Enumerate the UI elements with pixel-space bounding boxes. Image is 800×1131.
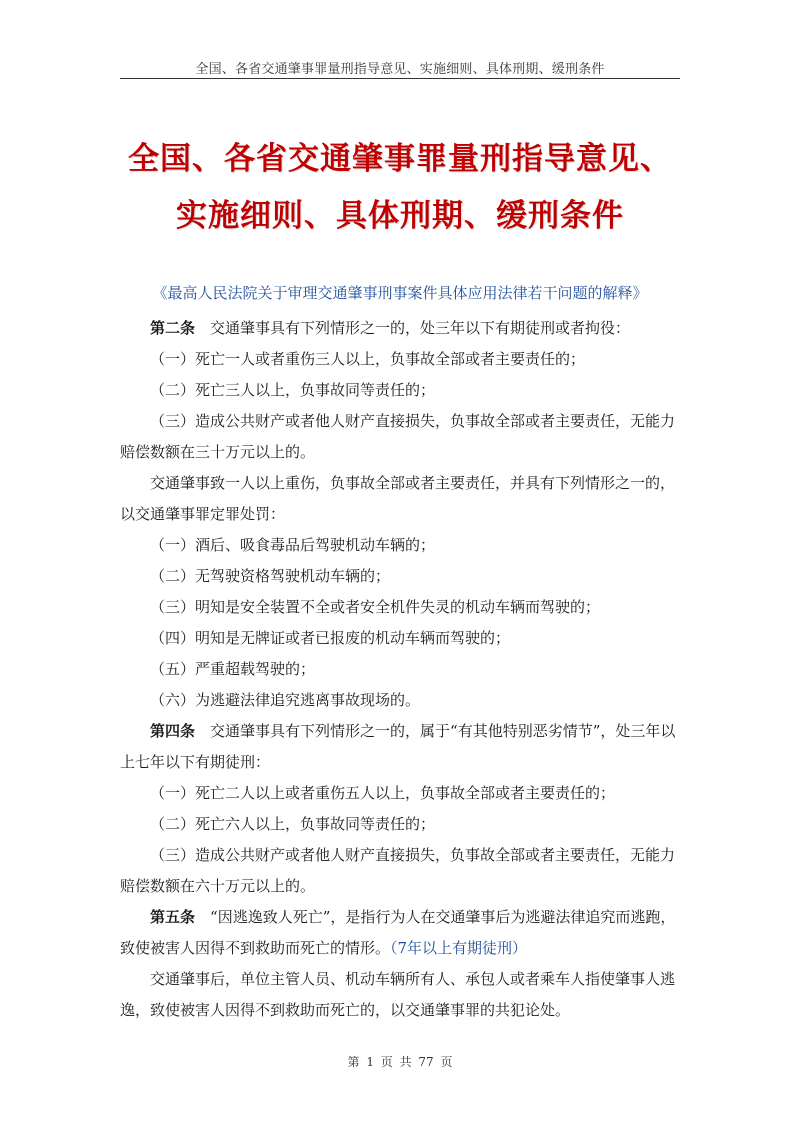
document-title-line-2: 实施细则、具体刑期、缓刑条件 [176,198,624,234]
source-title: 《最高人民法院关于审理交通肇事刑事案件具体应用法律若干问题的解释》 [152,284,648,302]
article-4-paragraph [120,716,680,778]
article-4-item-1: （一）死亡二人以上或者重伤五人以上，负事故全部或者主要责任的； [150,784,616,802]
article-4-label: 第四条 [150,722,196,740]
document-title-line-1: 全国、各省交通肇事罪量刑指导意见、 [128,141,672,177]
article-5-sentence-note: （7年以上有期徒刑） [390,939,528,957]
article-5-accomplice-paragraph: 交通肇事后，单位主管人员、机动车辆所有人、承包人或者乘车人指使肇事人逃逸，致使被害人因得不到救助而死亡的，以交通肇事罪的共犯论处。 [120,970,676,1019]
running-header: 全国、各省交通肇事罪量刑指导意见、实施细则、具体刑期、缓刑条件 [195,62,605,77]
article-2-intro: 交通肇事具有下列情形之一的，处三年以下有期徒刑或者拘役： [210,319,631,337]
serious-injury-item-6: （六）为逃避法律追究逃离事故现场的。 [150,691,421,709]
article-2-paragraph [120,313,680,344]
document-body [120,313,680,1026]
serious-injury-item-5: （五）严重超载驾驶的； [150,660,316,678]
article-5-label: 第五条 [150,908,196,926]
serious-injury-item-1: （一）酒后、吸食毒品后驾驶机动车辆的； [150,536,436,554]
header-divider [120,78,680,79]
article-4-intro: 交通肇事具有下列情形之一的，属于“有其他特别恶劣情节”，处三年以上七年以下有期徒刑： [120,722,676,771]
article-2-item-2: （二）死亡三人以上，负事故同等责任的； [150,381,436,399]
article-2-item-3: （三）造成公共财产或者他人财产直接损失，负事故全部或者主要责任，无能力赔偿数额在三十万元以上的。 [120,412,676,461]
article-4-item-2: （二）死亡六人以上，负事故同等责任的； [150,815,436,833]
article-2-item-1: （一）死亡一人或者重伤三人以上，负事故全部或者主要责任的； [150,350,586,368]
article-5-text: “因逃逸致人死亡”，是指行为人在交通肇事后为逃避法律追究而逃跑，致使被害人因得不到救助而死亡的情形。 [120,908,676,957]
serious-injury-item-4: （四）明知是无牌证或者已报废的机动车辆而驾驶的； [150,629,511,647]
page-number: 第 1 页 共 77 页 [347,1055,453,1069]
serious-injury-intro: 交通肇事致一人以上重伤，负事故全部或者主要责任，并具有下列情形之一的，以交通肇事罪定罪处罚： [120,474,676,523]
article-2-label: 第二条 [150,319,196,337]
article-5-paragraph [120,902,680,964]
serious-injury-item-2: （二）无驾驶资格驾驶机动车辆的； [150,567,391,585]
article-4-item-3: （三）造成公共财产或者他人财产直接损失，负事故全部或者主要责任，无能力赔偿数额在六十万元以上的。 [120,846,676,895]
serious-injury-item-3: （三）明知是安全装置不全或者安全机件失灵的机动车辆而驾驶的； [150,598,601,616]
